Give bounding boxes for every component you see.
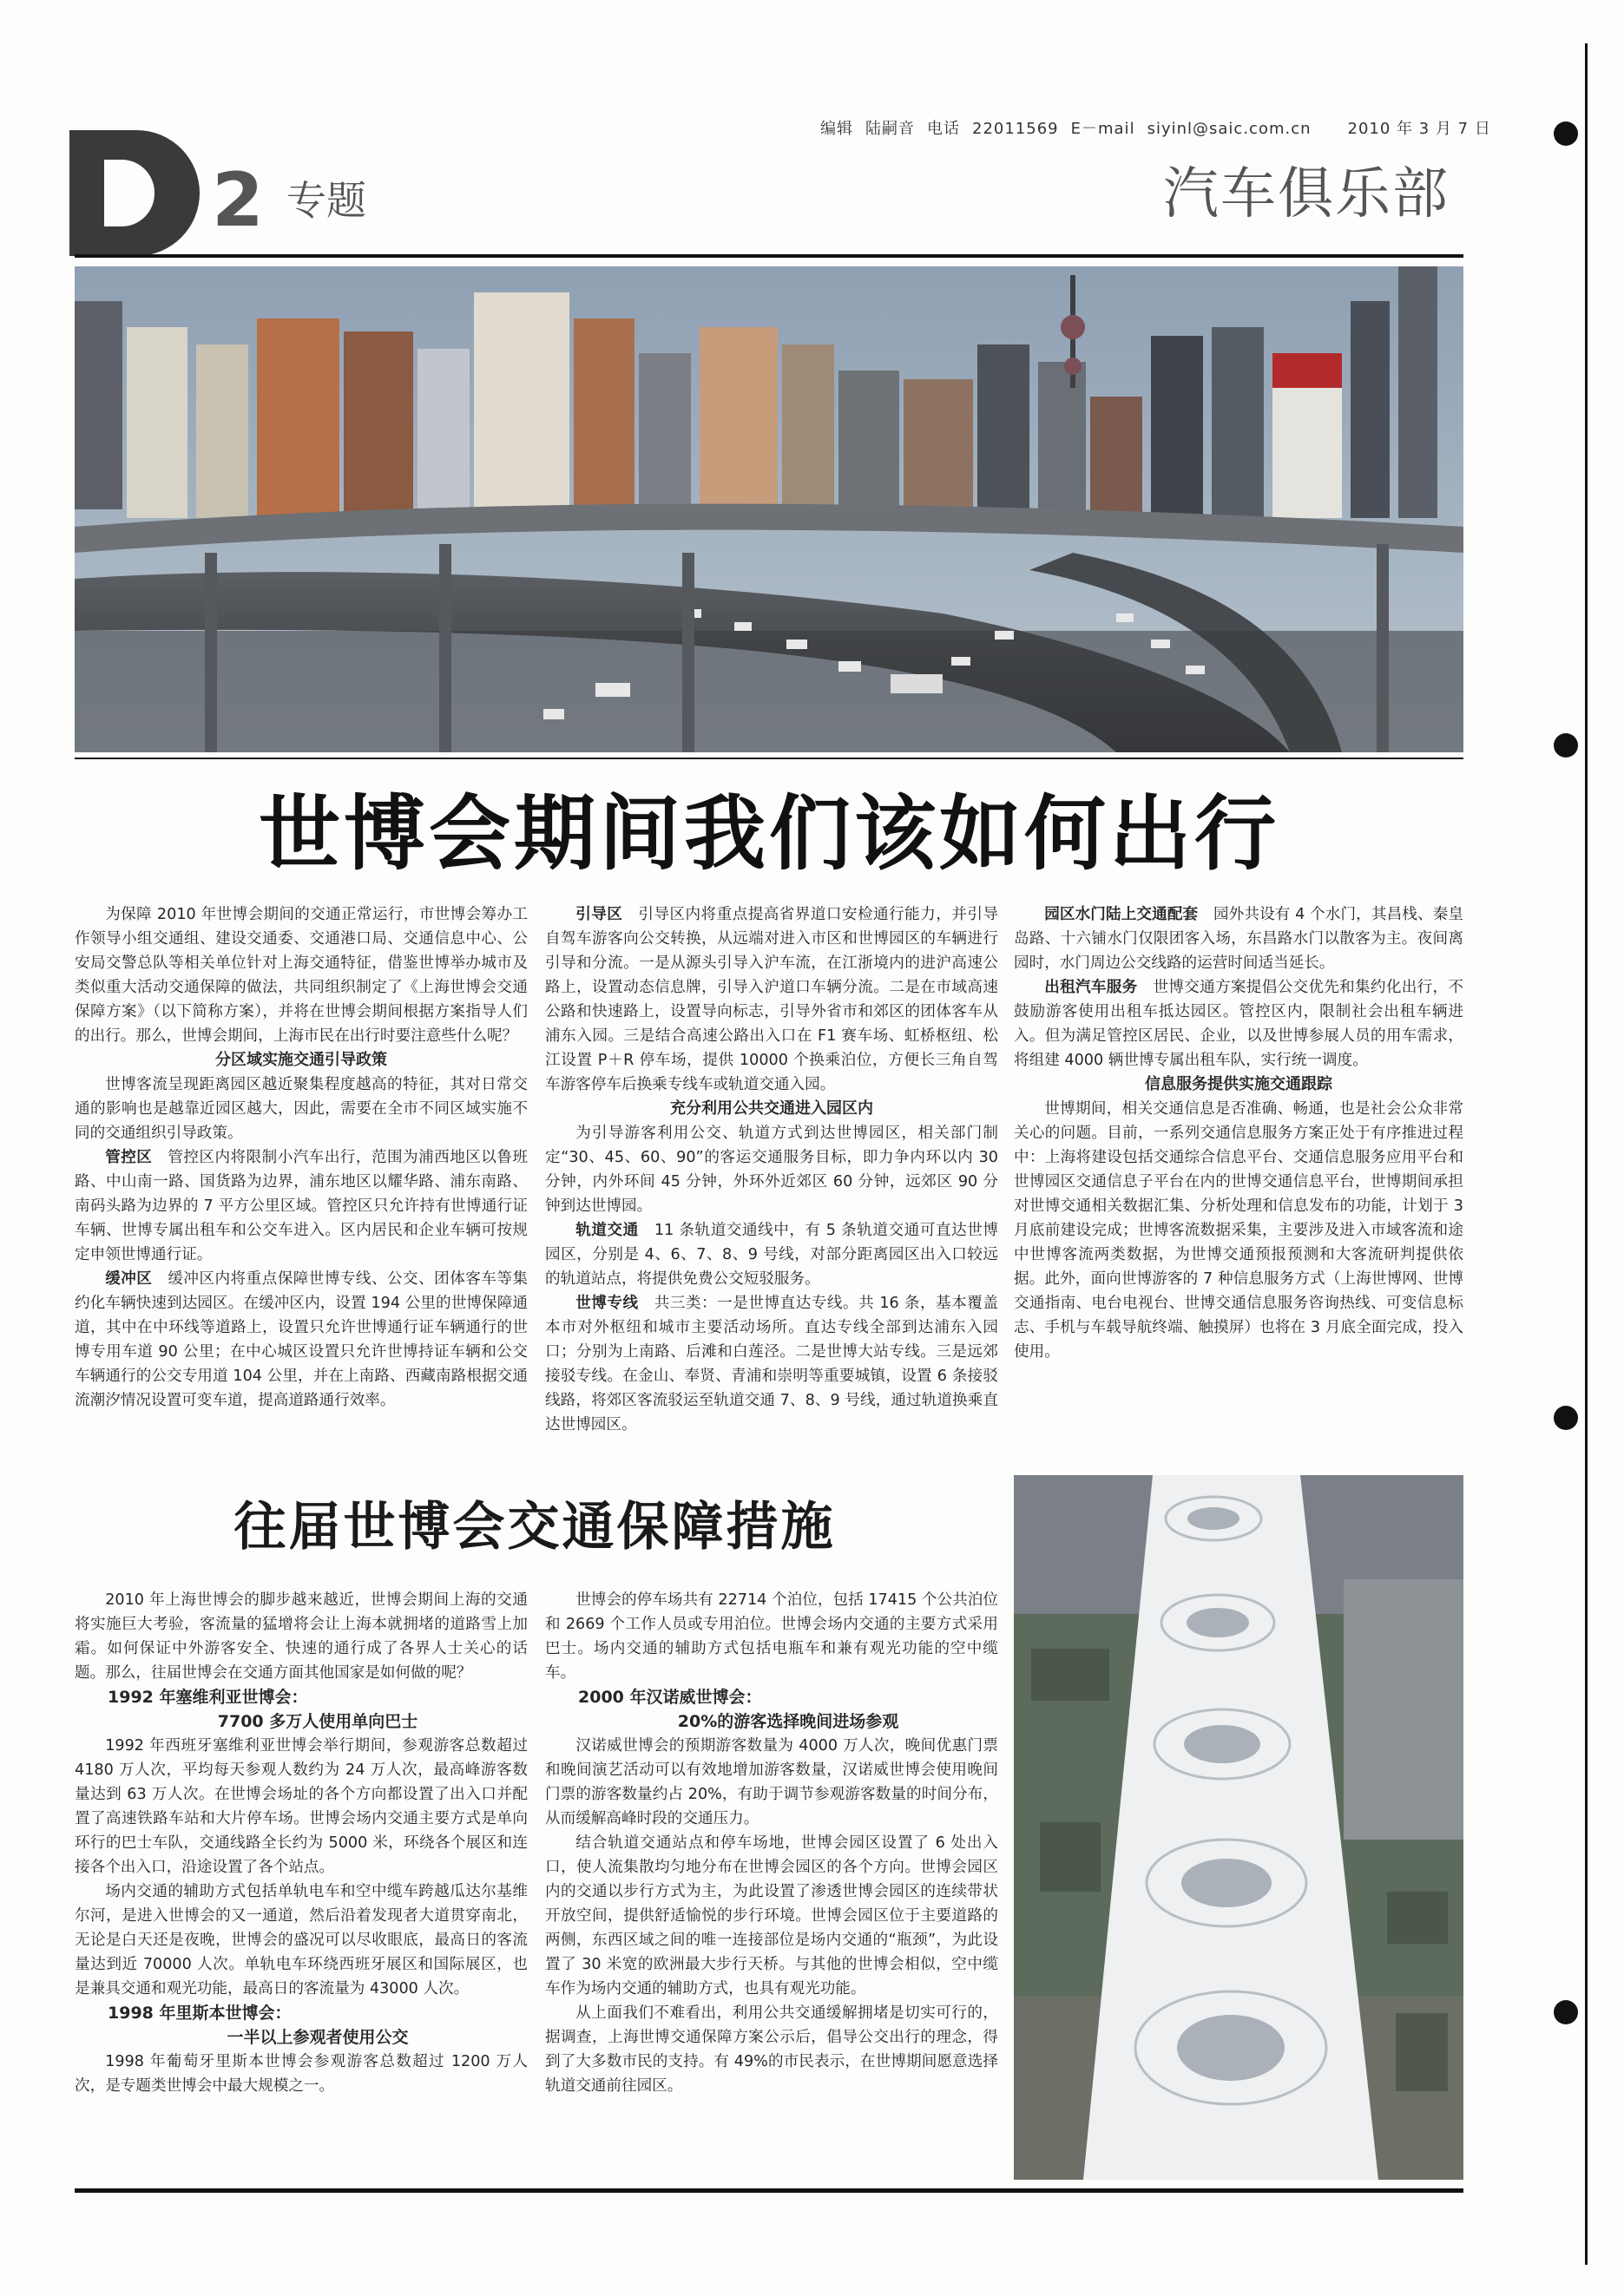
- header-rule: [75, 254, 1463, 258]
- footer-rule: [75, 2188, 1463, 2193]
- paragraph-label: 世博专线: [575, 1295, 639, 1312]
- expo-1998-title: 1998 年里斯本世博会：: [108, 2004, 292, 2023]
- article1-paragraph: 世博客流呈现距离园区越近聚集程度越高的特征，其对日常交通的影响也是越靠近园区越大，因此，需要在全市不同区域实施不同的交通组织引导政策。: [75, 1076, 528, 1142]
- expo-axis-photo: [1014, 1475, 1463, 2180]
- paragraph-label: 引导区: [575, 906, 623, 923]
- paragraph-label: 轨道交通: [575, 1222, 639, 1239]
- article1-subhead-3: 信息服务提供实施交通跟踪: [1145, 1075, 1332, 1093]
- article2-column-1: [75, 1588, 528, 2098]
- article1-intro: 为保障 2010 年世博会期间的交通正常运行，市世博会筹办工作领导小组交通组、建设交通委、交通港口局、交通信息中心、公安局交警总队等相关单位针对上海交通特征，借鉴世博举办城市及类似重大活动交通保障的做法，共同组织制定了《上海世博会交通保障方案》（以下简称方案），并将在世博会期间根据方案指导人们的出行。那么，世博会期间，上海市民在出行时要注意些什么呢？: [75, 906, 528, 1045]
- article1-subhead-1: 分区域实施交通引导政策: [215, 1051, 387, 1069]
- article1-paragraph: 11 条轨道交通线中，有 5 条轨道交通可直达世博园区，分别是 4、6、7、8、9 号线，对部分距离园区出入口较远的轨道站点，将提供免费公交短驳服务。: [545, 1222, 998, 1288]
- page-letter-d: [69, 130, 200, 256]
- page-info-line: [820, 116, 1491, 139]
- binding-hole-dot: [1554, 1406, 1578, 1430]
- phone-label: 电话: [927, 120, 960, 138]
- binding-hole-dot: [1554, 121, 1578, 146]
- article1-column-2: [545, 902, 998, 1437]
- article2-paragraph: 汉诺威世博会的预期游客数量为 4000 万人次，晚间优惠门票和晚间演艺活动可以有效地增加游客数量，汉诺威世博会使用晚间门票的游客数量约占 20%，有助于调节参观游客数量的时间分布，从而缓解高峰时段的交通压力。: [545, 1737, 998, 1827]
- article1-paragraph: 引导区内将重点提高省界道口安检通行能力，并引导自驾车游客向公交转换，从远端对进入市区和世博园区的车辆进行引导和分流。一是从源头引导入沪车流，在江浙境内的进沪高速公路上，设置动态信息牌，引导入沪道口车辆分流。二是在市域高速公路和快速路上，设置导向标志，引导外省市和郊区的团体客车从浦东入园。三是结合高速公路出入口在 F1 赛车场、虹桥枢纽、松江设置 P＋R 停车场，提供 10000 个换乘泊位，方便长三角自驾车游客停车后换乘专线车或轨道交通入园。: [545, 906, 998, 1093]
- city-highway-illustration: [75, 266, 1463, 752]
- article2-paragraph: 1998 年葡萄牙里斯本世博会参观游客总数超过 1200 万人次，是专题类世博会中最大规模之一。: [75, 2053, 528, 2095]
- editor-name: 陆嗣音: [865, 120, 915, 138]
- article2-conclusion: 从上面我们不难看出，利用公共交通缓解拥堵是切实可行的，据调查，上海世博交通保障方案公示后，倡导公交出行的理念，得到了大多数市民的支持。有 49%的市民表示，在世博期间愿意选择轨道交通前往园区。: [545, 2004, 998, 2095]
- article1-paragraph: 园外共设有 4 个水门，其昌栈、秦皇岛路、十六铺水门仅限团客入场，东昌路水门以散客为主。夜间离园时，水门周边公交线路的运营时间适当延长。: [1014, 906, 1463, 972]
- expo-1998-subtitle: 一半以上参观者使用公交: [227, 2028, 409, 2047]
- column-name: 汽车俱乐部: [1163, 162, 1450, 226]
- article1-column-3: [1014, 902, 1463, 1364]
- paragraph-label: 出租汽车服务: [1044, 979, 1138, 996]
- article1-paragraph: 世博期间，相关交通信息是否准确、畅通，也是社会公众非常关心的问题。目前，一系列交通信息服务方案正处于有序推进过程中：上海将建设包括交通综合信息平台、交通信息服务应用平台和世博园区交通信息子平台在内的世博交通信息平台，世博期间承担对世博交通相关数据汇集、分析处理和信息发布的功能，计划于 3 月底前建设完成；世博客流数据采集，主要涉及进入市域客流和途中世博客流两类数据，为世博交通预报预测和大客流研判提供依据。此外，面向世博游客的 7 种信息服务方式（上海世博网、世博交通指南、电台电视台、世博交通信息服务咨询热线、可变信息标志、手机与车载导航终端、触摸屏）也将在 3 月底全面完成，投入使用。: [1014, 1100, 1463, 1361]
- page-edge-line: [1585, 43, 1588, 2265]
- article1-column-1: [75, 902, 528, 1413]
- photo-bottom-rule: [75, 758, 1463, 759]
- expo-1992-subtitle: 7700 多万人使用单向巴士: [217, 1712, 418, 1731]
- email-label: E－mail: [1070, 120, 1135, 138]
- editor-label: 编辑: [820, 120, 853, 138]
- binding-hole-dot: [1554, 733, 1578, 758]
- article2-intro: 2010 年上海世博会的脚步越来越近，世博会期间上海的交通将实施巨大考验，客流量的猛增将会让上海本就拥堵的道路雪上加霜。如何保证中外游客安全、快速的通行成了各界人士关心的话题。那么，往届世博会在交通方面其他国家是如何做的呢？: [75, 1591, 528, 1682]
- article1-paragraph: 共三类：一是世博直达专线。共 16 条，基本覆盖本市对外枢纽和城市主要活动场所。直达专线全部到达浦东入园口；分别为上南路、后滩和白莲泾。二是世博大站专线。三是远郊接驳专线。在金山、奉贤、青浦和崇明等重要城镇，设置 6 条接驳线路，将郊区客流驳运至轨道交通 7、8、9 号线，通过轨道换乘直达世博园区。: [545, 1295, 998, 1433]
- article2-paragraph: 1992 年西班牙塞维利亚世博会举行期间，参观游客总数超过 4180 万人次，平均每天参观人数约为 24 万人次，最高峰游客数量达到 63 万人次。在世博会场址的各个方向都设置了出入口并配置了高速铁路车站和大片停车场。世博会场内交通主要方式是单向环行的巴士车队，交通线路全长约为 5000 米，环绕各个展区和连接各个出入口，沿途设置了各个站点。: [75, 1737, 528, 1876]
- phone-number: 22011569: [972, 120, 1059, 138]
- paragraph-label: 缓冲区: [105, 1270, 153, 1288]
- article1-paragraph: 为引导游客利用公交、轨道方式到达世博园区，相关部门制定“30、45、60、90”的客运交通服务目标，即力争内环以内 30 分钟，内外环间 45 分钟，外环外近郊区 60 分钟，远郊区 90 分钟到达世博园。: [545, 1125, 998, 1215]
- paragraph-label: 园区水门陆上交通配套: [1044, 906, 1199, 923]
- article2-paragraph: 场内交通的辅助方式包括单轨电车和空中缆车跨越瓜达尔基维尔河，是进入世博会的又一通道，然后沿着发现者大道贯穿南北，无论是白天还是夜晚，世博会的盛况可以尽收眼底，最高日的客流量达到近 70000 人次。单轨电车环绕西班牙展区和国际展区，也是兼具交通和观光功能，最高日的客流量为 43000 人次。: [75, 1883, 528, 1998]
- article2-paragraph: 结合轨道交通站点和停车场地，世博会园区设置了 6 处出入口，使人流集散均匀地分布在世博会园区的各个方向。世博会园区内的交通以步行方式为主，为此设置了渗透世博会园区的连续带状开放空间，提供舒适愉悦的步行环境。世博会园区位于主要道路的两侧，东西区域之间的唯一连接部位是场内交通的“瓶颈”，为此设置了 30 米宽的欧洲最大步行天桥。与其他的世博会相似，空中缆车作为场内交通的辅助方式，也具有观光功能。: [545, 1834, 998, 1998]
- section-name: 专题: [286, 177, 366, 224]
- binding-hole-dot: [1554, 2000, 1578, 2024]
- article2-paragraph: 世博会的停车场共有 22714 个泊位，包括 17415 个公共泊位和 2669 个工作人员或专用泊位。世博会场内交通的主要方式采用巴士。场内交通的辅助方式包括电瓶车和兼有观光功能的空中缆车。: [545, 1591, 998, 1682]
- article1-paragraph: 管控区内将限制小汽车出行，范围为浦西地区以鲁班路、中山南一路、国货路为边界，浦东地区以耀华路、浦东南路、南码头路为边界的 7 平方公里区域。管控区只允许持有世博通行证车辆、世博专属出租车和公交车进入。区内居民和企业车辆可按规定申领世博通行证。: [75, 1149, 528, 1263]
- article2-column-2: [545, 1588, 998, 2098]
- expo-axis-illustration: [1014, 1475, 1463, 2180]
- city-highway-photo: [75, 266, 1463, 752]
- article1-paragraph: 缓冲区内将重点保障世博专线、公交、团体客车等集约化车辆快速到达园区。在缓冲区内，设置 194 公里的世博保障通道，其中在中环线等道路上，设置只允许世博通行证车辆通行的世博专用车道 90 公里；在中心城区设置只允许世博持证车辆和公交车辆通行的公交专用道 104 公里，并在上南路、西藏南路根据交通流潮汐情况设置可变车道，提高道路通行效率。: [75, 1270, 528, 1409]
- email-address: siyinl@saic.com.cn: [1147, 120, 1312, 138]
- paragraph-label: 管控区: [105, 1149, 153, 1166]
- article1-subhead-2: 充分利用公共交通进入园区内: [670, 1099, 873, 1118]
- expo-1992-title: 1992 年塞维利亚世博会：: [108, 1688, 308, 1707]
- page-number: 2: [212, 157, 264, 244]
- article1-paragraph: 世博交通方案提倡公交优先和集约化出行，不鼓励游客使用出租车抵达园区。管控区内，限制社会出租车辆进入。但为满足管控区居民、企业，以及世博参展人员的用车需求，将组建 4000 辆世博专属出租车队，实行统一调度。: [1014, 979, 1463, 1069]
- issue-date: 2010 年 3 月 7 日: [1347, 120, 1491, 138]
- expo-2000-subtitle: 20%的游客选择晚间进场参观: [677, 1712, 899, 1731]
- article2-headline: 往届世博会交通保障措施: [233, 1497, 836, 1558]
- expo-2000-title: 2000 年汉诺威世博会：: [578, 1688, 762, 1707]
- article1-headline: 世博会期间我们该如何出行: [258, 787, 1279, 882]
